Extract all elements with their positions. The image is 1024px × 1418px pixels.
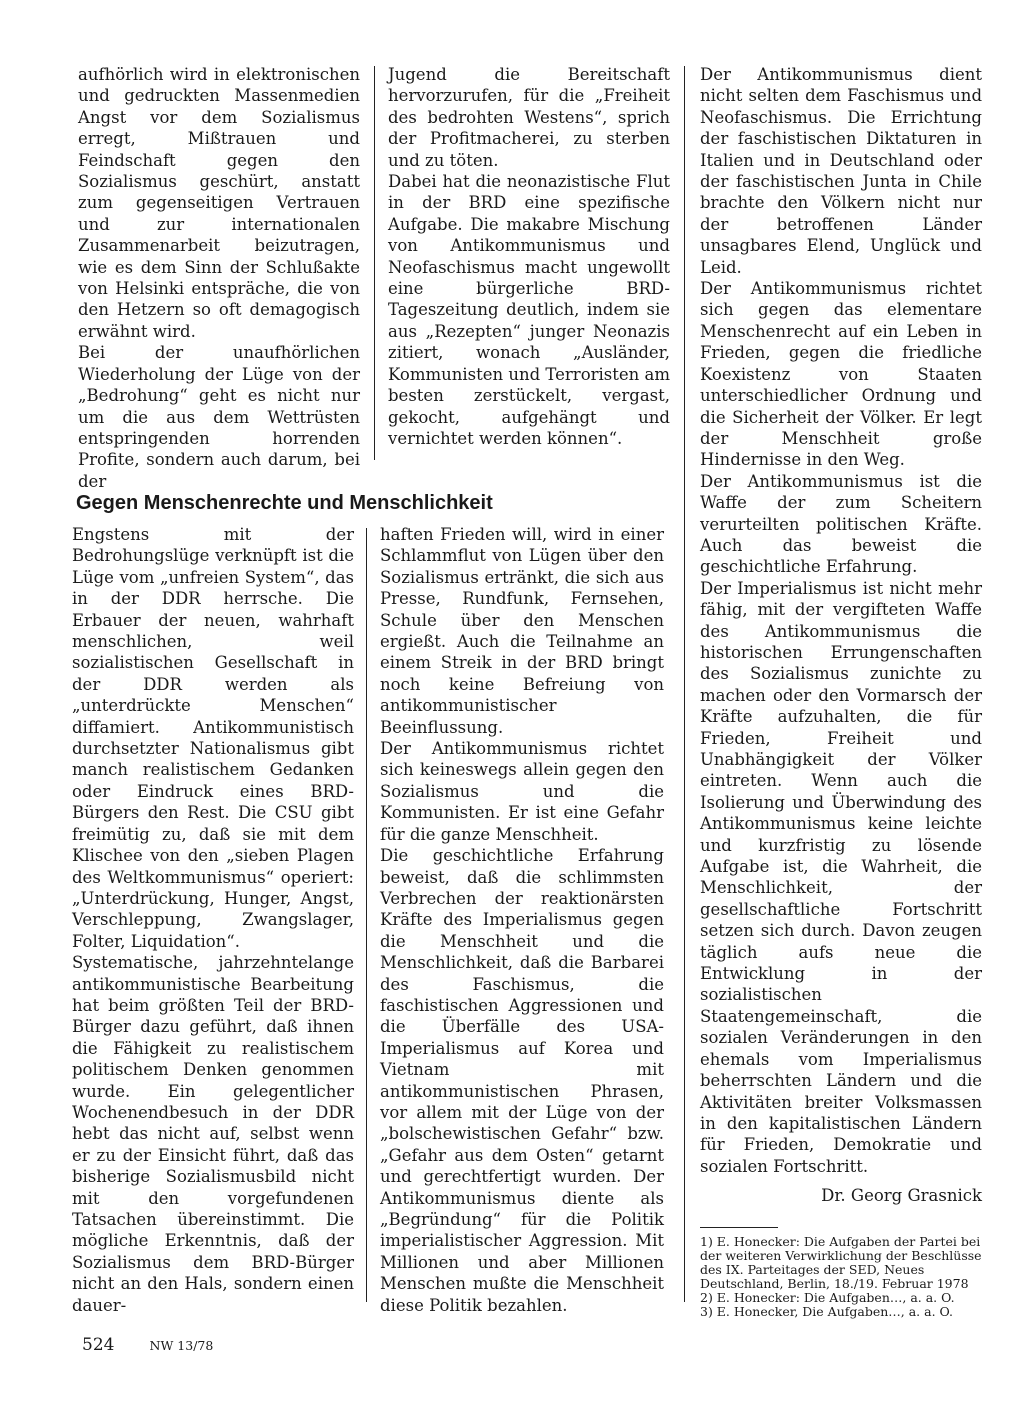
footnotes — [700, 1235, 982, 1319]
footnote: 2) E. Honecker: Die Aufgaben…, a. a. O. — [700, 1289, 955, 1305]
paragraph: Der Antikommunismus richtet sich gegen das elementare Menschenrecht auf ein Leben in Frieden, gegen die friedliche Koexistenz von Staaten unterschiedlicher Ordnung und die Sicherheit der Völker. Er legt der Menschheit große Hindernisse in den Weg. — [700, 279, 982, 470]
paragraph: haften Frieden will, wird in einer Schlammflut von Lügen über den Sozialismus ertränkt, die sich aus Presse, Rundfunk, Fernsehen, Schule über den Menschen ergießt. Auch die Teilnahme an einem Streik in der BRD bringt noch keine Befreiung von antikommunistischer Beeinflussung. — [380, 525, 664, 737]
page-number: 524 — [82, 1335, 115, 1355]
page-footer — [82, 1335, 213, 1356]
column-divider — [366, 528, 367, 1302]
paragraph: Der Antikommunismus dient nicht selten dem Faschismus und Neofaschismus. Die Errichtung der faschistischen Diktaturen in Italien und in Deutschland oder der faschistischen Junta in Chile brachte den Völkern nicht nur der betroffenen Länder unsagbares Elend, Unglück und Leid. — [700, 65, 982, 277]
paragraph: Der Imperialismus ist nicht mehr fähig, mit der vergifteten Waffe des Antikommunismus die historischen Errungenschaften des Sozialismus zunichte zu machen oder den Vormarsch der Kräfte aufzuhalten, die für Frieden, Freiheit und Unabhängigkeit der Völker eintreten. Wenn auch die Isolierung und Überwindung des Antikommunismus keine leichte und kurzfristig zu lösende Aufgabe ist, die Wahrheit, die Menschlichkeit, der gesellschaftliche Fortschritt setzen sich durch. Davon zeugen täglich aufs neue die Entwicklung in der sozialistischen Staatengemeinschaft, die sozialen Veränderungen in den ehemals vom Imperialismus beherrschten Ländern und die Aktivitäten breiter Volksmassen in den kapitalistischen Ländern für Frieden, Demokratie und sozialen Fortschritt. — [700, 578, 982, 1176]
author-signature: Dr. Georg Grasnick — [821, 1186, 982, 1206]
column-top-middle — [388, 64, 670, 449]
column-bottom-left — [72, 524, 354, 1316]
paragraph: Der Antikommunismus ist die Waffe der zum Scheitern verurteilten politischen Kräfte. Auch das beweist die geschichtliche Erfahrung. — [700, 471, 982, 577]
footnote-rule — [700, 1227, 778, 1228]
paragraph: Die geschichtliche Erfahrung beweist, daß die schlimmsten Verbrechen der reaktionärsten Kräfte des Imperialismus gegen die Menschheit und die Menschlichkeit, daß die Barbarei des Faschismus, die faschistischen Aggressionen und die Überfälle des USA-Imperialismus auf Korea und Vietnam mit antikommunistischen Phrasen, vor allem mit der Lüge von der „bolschewistischen Gefahr“ bzw. „Gefahr aus dem Osten“ getarnt und gerechtfertigt wurden. Der Antikommunismus diente als „Begründung“ für die Politik imperialistischer Aggression. Mit Millionen und aber Millionen Menschen mußte die Menschheit diese Politik bezahlen. — [380, 846, 664, 1315]
column-divider — [374, 66, 375, 460]
paragraph: Engstens mit der Bedrohungslüge verknüpft ist die Lüge vom „unfreien System“, das in der DDR herrsche. Die Erbauer der neuen, wahrhaft menschlichen, weil sozialistischen Gesellschaft in der DDR werden als „unterdrückte Menschen“ diffamiert. Antikommunistisch durchsetzter Nationalismus gibt manch realistischem Gedanken oder Eindruck eines BRD-Bürgers den Rest. Die CSU gibt freimütig zu, daß sie mit dem Klischee von den „sieben Plagen des Weltkommunismus“ operiert: „Unterdrückung, Hunger, Angst, Verschleppung, Zwangslager, Folter, Liquidation“. — [72, 525, 354, 951]
footnote: 1) E. Honecker: Die Aufgaben der Partei bei der weiteren Verwirklichung der Beschlüsse des IX. Parteitages der SED, Neues Deutschland, Berlin, 18./19. Februar 1978 — [700, 1233, 982, 1291]
paragraph: Bei der unaufhörlichen Wiederholung der Lüge von der „Bedrohung“ geht es nicht nur um die aus dem Wettrüsten entspringenden horrenden Profite, sondern auch darum, bei der — [78, 343, 360, 491]
column-top-left — [78, 64, 360, 492]
paragraph: Dabei hat die neonazistische Flut in der BRD eine spezifische Aufgabe. Die makabre Mischung von Antikommunismus und Neofaschismus macht ungewollt eine bürgerliche BRD-Tageszeitung deutlich, indem sie aus „Rezepten“ junger Neonazis zitiert, wonach „Ausländer, Kommunisten und Terroristen am besten zerstückelt, vergast, gekocht, aufgehängt und vernichtet werden können“. — [388, 172, 671, 448]
paragraph: Jugend die Bereitschaft hervorzurufen, für die „Freiheit des bedrohten Westens“, sprich der Profitmacherei, zu sterben und zu töten. — [388, 65, 670, 170]
issue-label: NW 13/78 — [149, 1338, 214, 1353]
column-bottom-middle — [380, 524, 664, 1316]
section-heading: Gegen Menschenrechte und Menschlichkeit — [76, 492, 493, 514]
paragraph: Systematische, jahrzehntelange antikommunistische Bearbeitung hat beim größten Teil der BRD-Bürger dazu geführt, daß ihnen die Fähigkeit zu realistischem politischem Denken genommen wurde. Ein gelegentlicher Wochenendbesuch in der DDR hebt das nicht auf, selbst wenn er zu der Einsicht führt, daß das bisherige Sozialismusbild nicht mit den vorgefundenen Tatsachen übereinstimmt. Die mögliche Erkenntnis, daß der Sozialismus dem BRD-Bürger nicht an den Hals, sondern einen dauer- — [72, 953, 354, 1315]
footnote: 3) E. Honecker, Die Aufgaben…, a. a. O. — [700, 1303, 954, 1319]
column-right — [700, 64, 982, 1319]
paragraph: aufhörlich wird in elektronischen und gedruckten Massenmedien Angst vor dem Sozialismus erregt, Mißtrauen und Feindschaft gegen den Sozialismus geschürt, anstatt zum gegenseitigen Vertrauen und zur internationalen Zusammenarbeit beizutragen, wie es dem Sinn der Schlußakte von Helsinki entspräche, die von den Hetzern so oft demagogisch erwähnt wird. — [78, 65, 360, 341]
paragraph: Der Antikommunismus richtet sich keineswegs allein gegen den Sozialismus und die Kommunisten. Er ist eine Gefahr für die ganze Menschheit. — [380, 739, 664, 844]
column-divider — [684, 66, 685, 1302]
